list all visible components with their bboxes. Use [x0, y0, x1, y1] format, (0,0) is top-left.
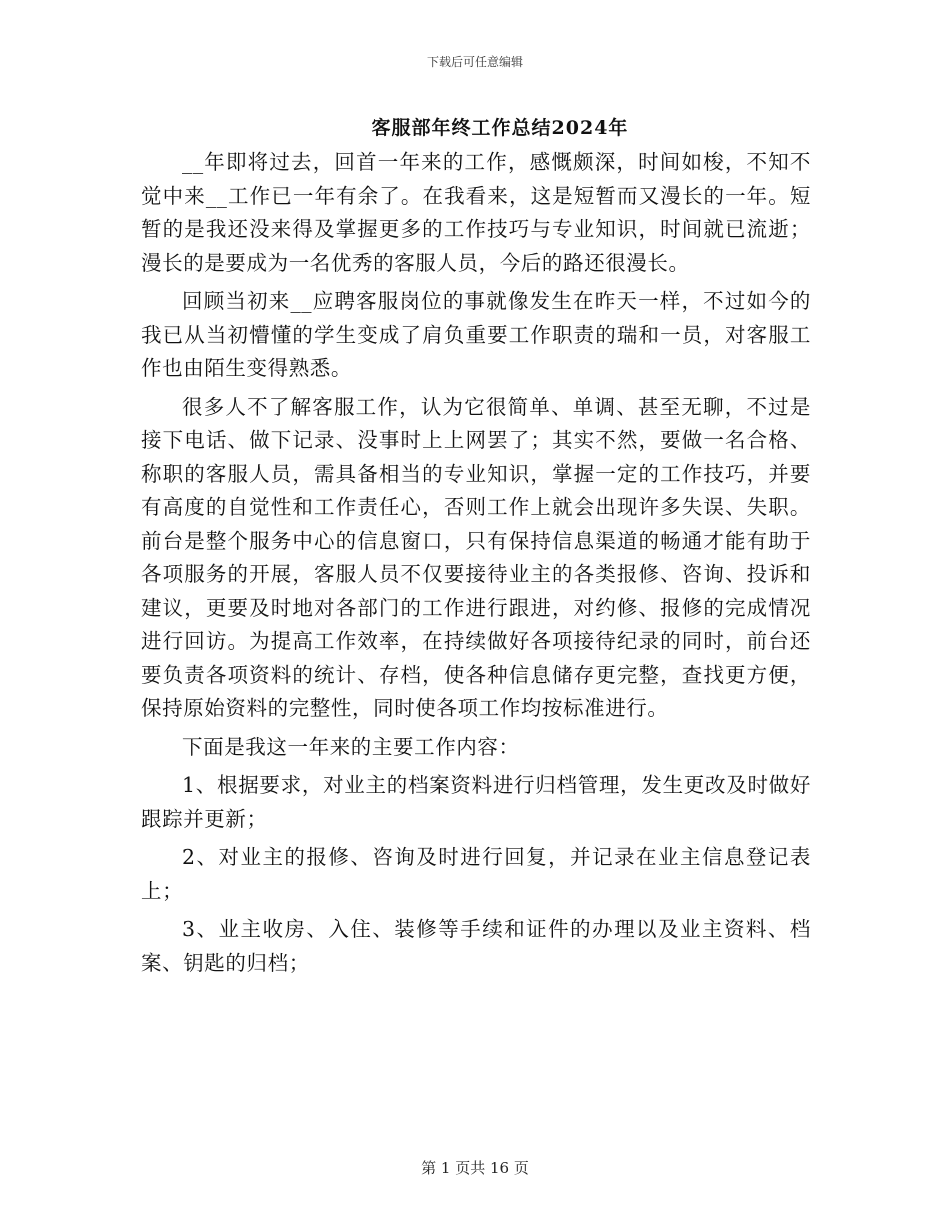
- list-item-2: 2、对业主的报修、咨询及时进行回复，并记录在业主信息登记表上；: [141, 845, 811, 903]
- page-header-note: 下载后可任意编辑: [426, 55, 523, 69]
- page-number: 第 1 页共 16 页: [421, 1159, 529, 1177]
- paragraph-understanding: 很多人不了解客服工作，认为它很简单、单调、甚至无聊，不过是接下电话、做下记录、没事时上上网罢了；其实不然，要做一名合格、称职的客服人员，需具备相当的专业知识，掌握一定的工作技巧，并要有高度的自觉性和工作责任心，否则工作上就会出现许多失误、失职。前台是整个服务中心的信息窗口，只有保持信息渠道的畅通才能有助于各项服务的开展，客服人员不仅要接待业主的各类报修、咨询、投诉和建议，更要及时地对各部门的工作进行跟进，对约修、报修的完成情况进行回访。为提高工作效率，在持续做好各项接待纪录的同时，前台还要负责各项资料的统计、存档，使各种信息储存更完整，查找更方便，保持原始资料的完整性，同时使各项工作均按标准进行。: [141, 394, 811, 720]
- paragraph-review: 回顾当初来__应聘客服岗位的事就像发生在昨天一样，不过如今的我已从当初懵懂的学生变成了肩负重要工作职责的瑞和一员，对客服工作也由陌生变得熟悉。: [141, 289, 811, 380]
- document-title: 客服部年终工作总结2024年: [371, 117, 629, 139]
- document-body: [141, 146, 811, 985]
- paragraph-intro: __年即将过去，回首一年来的工作，感慨颇深，时间如梭，不知不觉中来__工作已一年有余了。在我看来，这是短暂而又漫长的一年。短暂的是我还没来得及掌握更多的工作技巧与专业知识，时间就已流逝；漫长的是要成为一名优秀的客服人员，今后的路还很漫长。: [141, 150, 811, 275]
- paragraph-content-heading: 下面是我这一年来的主要工作内容：: [182, 734, 520, 759]
- list-item-3: 3、业主收房、入住、装修等手续和证件的办理以及业主资料、档案、钥匙的归档；: [141, 917, 811, 975]
- list-item-1: 1、根据要求，对业主的档案资料进行归档管理，发生更改及时做好跟踪并更新；: [141, 773, 811, 831]
